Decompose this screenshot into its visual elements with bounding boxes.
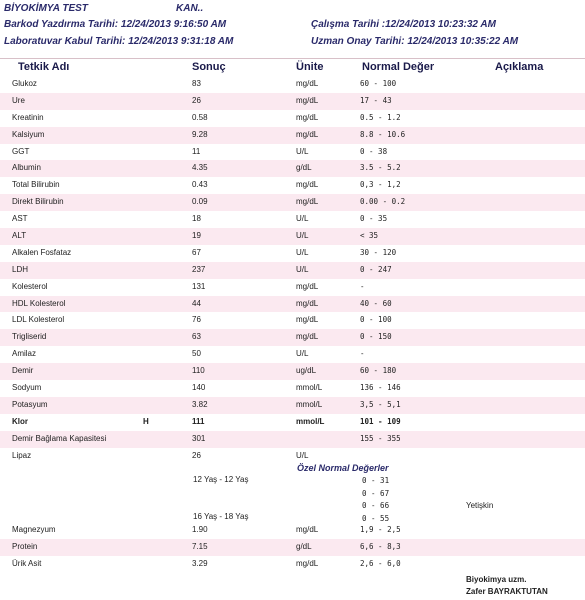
test-name: LDH: [12, 264, 29, 274]
result-unit: mg/dL: [296, 197, 319, 207]
normal-range: 136 - 146: [360, 383, 401, 393]
test-name: Lipaz: [12, 450, 32, 460]
normal-range: 0.5 - 1.2: [360, 112, 401, 122]
report-header: [0, 0, 585, 54]
test-name: Direkt Bilirubin: [12, 197, 64, 207]
table-row: [0, 127, 585, 144]
signature-title: Biyokimya uzm.: [466, 575, 527, 584]
col-name: Tetkik Adı: [18, 61, 70, 73]
table-row: [0, 296, 585, 313]
result-unit: mg/dL: [296, 525, 319, 534]
normal-range: 0 - 150: [360, 332, 392, 342]
result-unit: U/L: [296, 214, 309, 224]
test-name: ALT: [12, 231, 27, 241]
table-row: [0, 160, 585, 177]
col-result: Sonuç: [192, 61, 226, 73]
result-unit: U/L: [296, 247, 309, 257]
result-flag: H: [143, 416, 149, 426]
table-row: [0, 329, 585, 346]
table-row: [0, 211, 585, 228]
normal-range: 155 - 355: [360, 433, 401, 443]
column-header: [0, 58, 585, 75]
result-value: 26: [192, 450, 201, 460]
result-unit: mg/dL: [296, 79, 319, 88]
test-name: Ure: [12, 95, 25, 105]
test-name: AST: [12, 214, 28, 224]
test-name: Kreatinin: [12, 112, 44, 122]
normal-range: 0 - 247: [360, 264, 392, 274]
result-unit: g/dL: [296, 163, 312, 173]
result-unit: mg/dL: [296, 112, 319, 122]
result-value: 3.29: [192, 558, 208, 568]
test-name: GGT: [12, 146, 30, 156]
result-value: 83: [192, 79, 201, 88]
result-unit: U/L: [296, 349, 309, 359]
table-row: [0, 245, 585, 262]
normal-range: 8.8 - 10.6: [360, 129, 406, 139]
result-unit: mg/dL: [296, 558, 319, 568]
result-value: 110: [192, 366, 205, 376]
table-row: [0, 262, 585, 279]
normal-range: -: [360, 281, 365, 291]
result-value: 140: [192, 383, 206, 393]
normal-range: 3.5 - 5.2: [360, 163, 401, 173]
col-note: Açıklama: [495, 61, 544, 73]
result-unit: mmol/L: [296, 399, 323, 409]
ozel-value-4: 0 - 55: [362, 514, 390, 523]
calisma-date: Çalışma Tarihi :12/24/2013 10:23:32 AM: [311, 19, 496, 30]
test-name: Protein: [12, 541, 38, 551]
test-name: Kalsiyum: [12, 129, 45, 139]
normal-range: -: [360, 349, 365, 359]
result-value: 237: [192, 264, 206, 274]
result-value: 0.58: [192, 112, 208, 122]
normal-range: 30 - 120: [360, 247, 397, 257]
test-name: LDL Kolesterol: [12, 315, 65, 325]
normal-range: 3,5 - 5,1: [360, 399, 401, 409]
result-value: 67: [192, 247, 201, 257]
table-row: [0, 539, 585, 556]
normal-range: 17 - 43: [360, 95, 392, 105]
normal-range: < 35: [360, 231, 379, 241]
normal-range: 0,3 - 1,2: [360, 180, 401, 190]
table-row: [0, 414, 585, 431]
test-name: Kolesterol: [12, 281, 48, 291]
result-unit: U/L: [296, 264, 309, 274]
signature-name: Zafer BAYRAKTUTAN: [466, 587, 548, 596]
result-value: 63: [192, 332, 201, 342]
result-value: 19: [192, 231, 201, 241]
test-title: BİYOKİMYA TEST: [4, 3, 88, 14]
table-row: [0, 93, 585, 110]
normal-range: 60 - 100: [360, 79, 397, 88]
result-unit: mg/dL: [296, 298, 319, 308]
result-value: 76: [192, 315, 201, 325]
result-unit: mg/dL: [296, 315, 319, 325]
col-normal: Normal Değer: [362, 61, 435, 73]
ozel-age-1: 12 Yaş - 12 Yaş: [193, 475, 249, 484]
table-row: [0, 431, 585, 448]
result-unit: mg/dL: [296, 180, 319, 190]
table-row: [0, 556, 585, 573]
result-value: 1.90: [192, 525, 208, 534]
result-value: 18: [192, 214, 201, 224]
result-unit: g/dL: [296, 541, 312, 551]
table-row: [0, 177, 585, 194]
ozel-value-3: 0 - 66: [362, 501, 390, 510]
col-unit: Ünite: [296, 61, 324, 73]
normal-range: 2,6 - 6,0: [360, 558, 401, 568]
result-unit: mmol/L: [296, 416, 325, 426]
normal-range: 0 - 35: [360, 214, 388, 224]
test-name: Potasyum: [12, 399, 48, 409]
result-value: 9.28: [192, 129, 208, 139]
result-unit: mg/dL: [296, 95, 319, 105]
result-unit: U/L: [296, 450, 309, 460]
table-row: [0, 448, 585, 465]
sample-type: KAN..: [176, 3, 204, 14]
ozel-age-2: 16 Yaş - 18 Yaş: [193, 512, 249, 521]
table-row: [0, 144, 585, 161]
test-name: Trigliserid: [12, 332, 47, 342]
result-value: 4.35: [192, 163, 208, 173]
test-name: Alkalen Fosfataz: [12, 247, 72, 257]
result-unit: mg/dL: [296, 281, 319, 291]
results-table-2: [0, 522, 585, 573]
normal-range: 0.00 - 0.2: [360, 197, 406, 207]
results-table: [0, 76, 585, 464]
normal-range: 40 - 60: [360, 298, 392, 308]
table-row: [0, 397, 585, 414]
onay-date: Uzman Onay Tarihi: 12/24/2013 10:35:22 AM: [311, 36, 519, 47]
table-row: [0, 76, 585, 93]
table-row: [0, 522, 585, 539]
normal-range: 6,6 - 8,3: [360, 541, 401, 551]
table-row: [0, 279, 585, 296]
ozel-note: Yetişkin: [466, 501, 494, 510]
result-value: 3.82: [192, 399, 208, 409]
result-value: 131: [192, 281, 206, 291]
result-unit: mg/dL: [296, 332, 319, 342]
result-value: 26: [192, 95, 201, 105]
test-name: Demir: [12, 366, 34, 376]
normal-range: 60 - 180: [360, 366, 397, 376]
table-row: [0, 312, 585, 329]
normal-range: 101 - 109: [360, 416, 401, 426]
result-value: 0.09: [192, 197, 208, 207]
ozel-title: Özel Normal Değerler: [297, 463, 389, 473]
normal-range: 1,9 - 2,5: [360, 525, 401, 534]
test-name: HDL Kolesterol: [12, 298, 66, 308]
test-name: Total Bilirubin: [12, 180, 60, 190]
result-unit: U/L: [296, 146, 309, 156]
test-name: Albumin: [12, 163, 41, 173]
result-unit: mg/dL: [296, 129, 319, 139]
table-row: [0, 228, 585, 245]
barkod-date: Barkod Yazdırma Tarihi: 12/24/2013 9:16:50 AM: [4, 19, 227, 30]
normal-range: 0 - 38: [360, 146, 388, 156]
lab-date: Laboratuvar Kabul Tarihi: 12/24/2013 9:31:18 AM: [4, 36, 234, 47]
normal-range: 0 - 100: [360, 315, 392, 325]
result-value: 111: [192, 416, 205, 426]
result-value: 11: [192, 146, 201, 156]
result-unit: U/L: [296, 231, 309, 241]
result-value: 7.15: [192, 541, 208, 551]
table-row: [0, 194, 585, 211]
test-name: Demir Bağlama Kapasitesi: [12, 433, 107, 443]
result-unit: ug/dL: [296, 366, 317, 376]
result-value: 50: [192, 349, 201, 359]
result-unit: mmol/L: [296, 383, 323, 393]
result-value: 0.43: [192, 180, 208, 190]
test-name: Magnezyum: [12, 525, 56, 534]
test-name: Ürik Asit: [12, 558, 42, 568]
test-name: Amilaz: [12, 349, 37, 359]
table-row: [0, 363, 585, 380]
table-row: [0, 110, 585, 127]
test-name: Glukoz: [12, 79, 37, 88]
result-value: 301: [192, 433, 206, 443]
table-row: [0, 346, 585, 363]
test-name: Klor: [12, 416, 28, 426]
test-name: Sodyum: [12, 383, 42, 393]
ozel-value-1: 0 - 31: [362, 476, 390, 485]
ozel-value-2: 0 - 67: [362, 489, 390, 498]
table-row: [0, 380, 585, 397]
result-value: 44: [192, 298, 201, 308]
